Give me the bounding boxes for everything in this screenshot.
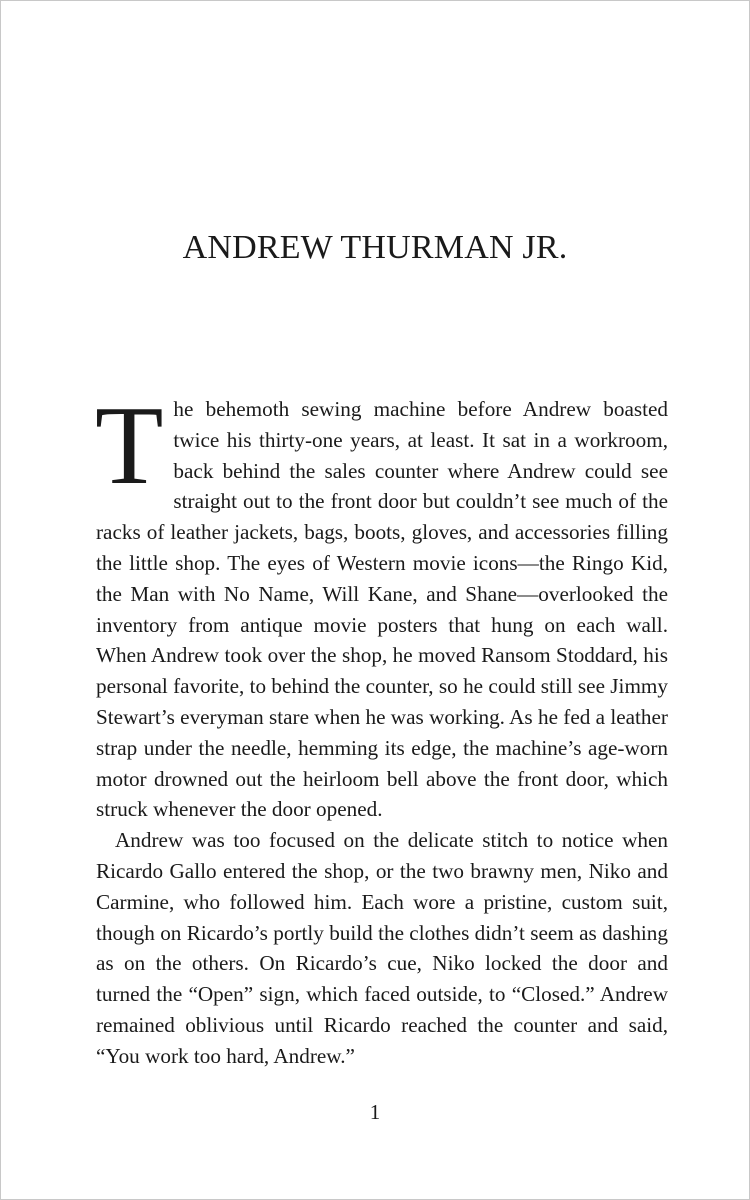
drop-cap: T [95, 384, 164, 508]
chapter-title: ANDREW THURMAN JR. [182, 229, 568, 266]
chapter-body [95, 384, 668, 1072]
paragraph-2: Andrew was too focused on the delicate stitch to notice when Ricardo Gallo entered the shop, or the two brawny men, Niko and Carmine, who followed him. Each wore a pristine, custom suit, though on Ricardo’s portly build the clothes didn’t seem as dashing as on the others. On Ricardo’s cue, Niko locked the door and turned the “Open” sign, which faced outside, to “Closed.” Andrew remained oblivious until Ricardo reached the counter and said, “You work too hard, Andrew.” [96, 828, 668, 1068]
paragraph-1 [95, 384, 668, 825]
page-number: 1 [369, 1100, 381, 1124]
paragraph-1-text: he behemoth sewing machine before Andrew boasted twice his thirty-one years, at least. It sat in a workroom, back behind the sales counter where Andrew could see straight out to the front door but couldn’t see much of the racks of leather jackets, bags, boots, gloves, and accessories filling the little shop. The eyes of Western movie icons—the Ringo Kid, the Man with No Name, Will Kane, and Shane—overlooked the inventory from antique movie posters that hung on each wall. When Andrew took over the shop, he moved Ransom Stoddard, his personal favorite, to behind the counter, so he could still see Jimmy Stewart’s everyman stare when he was working. As he fed a leather strap under the needle, hemming its edge, the machine’s age-worn motor drowned out the heirloom bell above the front door, which struck whenever the door opened. [96, 397, 668, 822]
